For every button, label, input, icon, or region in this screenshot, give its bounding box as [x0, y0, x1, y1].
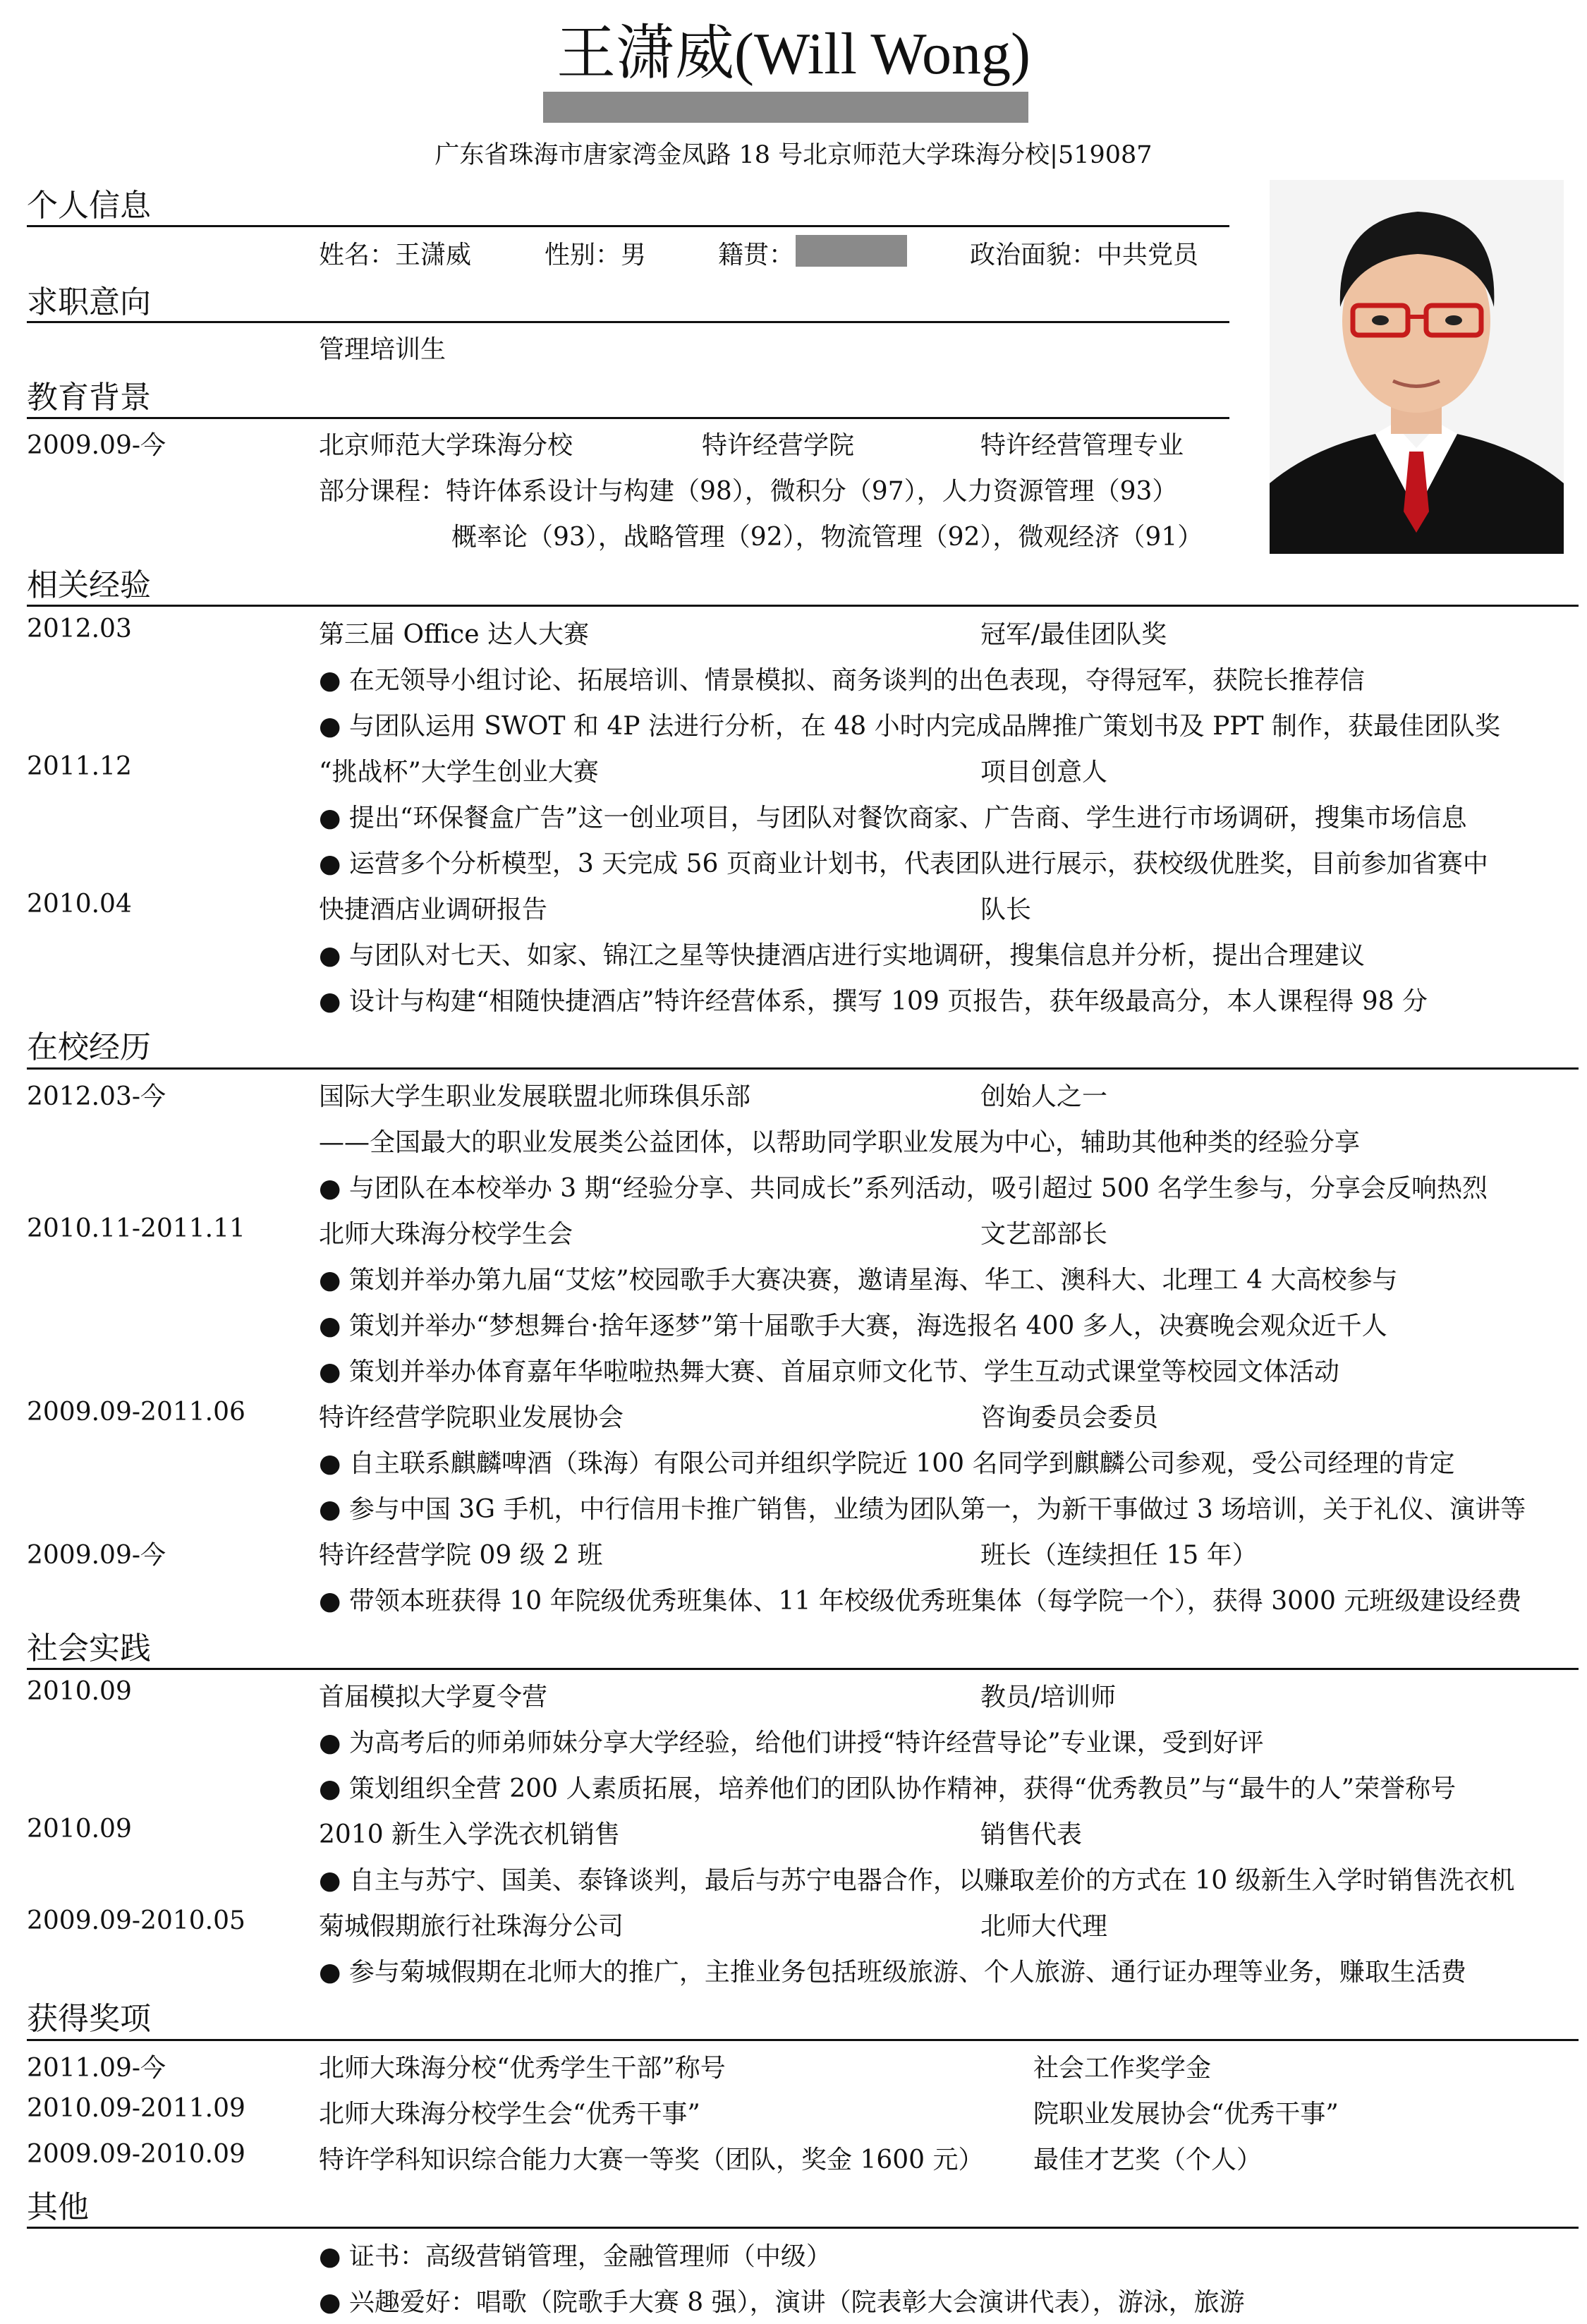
- redacted-contact: [543, 92, 1028, 123]
- section-education: 教育背景: [27, 380, 151, 416]
- divider: [27, 417, 1229, 419]
- exp-bullet: ● 与团队运用 SWOT 和 4P 法进行分析，在 48 小时内完成品牌推广策划书及 PPT 制作，获最佳团队奖: [319, 706, 1500, 742]
- edu-courses: 部分课程：特许体系设计与构建（98），微积分（97），人力资源管理（93）: [319, 477, 1178, 506]
- campus-bullet: ● 带领本班获得 10 年院级优秀班集体、11 年校级优秀班集体（每学院一个），获得 3000 元班级建设经费: [319, 1581, 1521, 1617]
- exp-title: “挑战杯”大学生创业大赛: [319, 758, 599, 787]
- redacted-origin: [796, 235, 907, 267]
- exp-bullet: ● 与团队对七天、如家、锦江之星等快捷酒店进行实地调研，搜集信息并分析，提出合理建议: [319, 936, 1365, 972]
- campus-role: 班长（连续担任 15 年）: [980, 1541, 1258, 1570]
- section-personal: 个人信息: [27, 188, 151, 224]
- practice-title: 首届模拟大学夏令营: [319, 1683, 548, 1712]
- edu-major: 特许经营管理专业: [980, 431, 1184, 460]
- campus-bullet: ● 策划并举办第九届“艾炫”校园歌手大赛决赛，邀请星海、华工、澳科大、北理工 4 大高校参与: [319, 1260, 1397, 1296]
- campus-bullet: ● 策划并举办体育嘉年华啦啦热舞大赛、首届京师文化节、学生互动式课堂等校园文体活动: [319, 1352, 1339, 1388]
- personal-origin: 籍贯：: [718, 241, 795, 270]
- award-item: 最佳才艺奖（个人）: [1033, 2146, 1263, 2174]
- exp-bullet: ● 提出“环保餐盒广告”这一创业项目，与团队对餐饮商家、广告商、学生进行市场调研，搜集市场信息: [319, 798, 1467, 834]
- exp-title: 快捷酒店业调研报告: [319, 895, 548, 924]
- practice-date: 2010.09: [27, 1815, 132, 1844]
- edu-courses: 概率论（93），战略管理（92），物流管理（92），微观经济（91）: [451, 523, 1203, 552]
- campus-role: 文艺部部长: [980, 1220, 1108, 1249]
- award-item: 北师大珠海分校学生会“优秀干事”: [319, 2100, 700, 2129]
- campus-role: 创始人之一: [980, 1082, 1108, 1111]
- intent-position: 管理培训生: [319, 335, 446, 364]
- exp-role: 项目创意人: [980, 758, 1108, 787]
- practice-bullet: ● 自主与苏宁、国美、泰锋谈判，最后与苏宁电器合作，以赚取差价的方式在 10 级新生入学时销售洗衣机: [319, 1860, 1515, 1896]
- section-experience: 相关经验: [27, 567, 151, 603]
- practice-role: 北师大代理: [980, 1912, 1108, 1941]
- campus-bullet: ● 参与中国 3G 手机，中行信用卡推广销售，业绩为团队第一，为新干事做过 3 场培训，关于礼仪、演讲等: [319, 1489, 1526, 1525]
- practice-bullet: ● 参与菊城假期在北师大的推广，主推业务包括班级旅游、个人旅游、通行证办理等业务，赚取生活费: [319, 1952, 1466, 1988]
- exp-date: 2010.04: [27, 890, 132, 919]
- edu-college: 特许经营学院: [702, 431, 855, 460]
- edu-school: 北京师范大学珠海分校: [319, 431, 573, 460]
- campus-date: 2009.09-今: [27, 1541, 166, 1570]
- exp-title: 第三届 Office 达人大赛: [319, 620, 589, 649]
- award-date: 2010.09-2011.09: [27, 2094, 245, 2123]
- campus-bullet: ● 与团队在本校举办 3 期“经验分享、共同成长”系列活动，吸引超过 500 名学生参与，分享会反响热烈: [319, 1168, 1488, 1204]
- other-item: ● 证书：高级营销管理，金融管理师（中级）: [319, 2237, 832, 2272]
- campus-note: ——全国最大的职业发展类公益团体，以帮助同学职业发展为中心，辅助其他种类的经验分享: [319, 1128, 1361, 1157]
- section-intent: 求职意向: [27, 284, 151, 320]
- award-item: 社会工作奖学金: [1033, 2054, 1212, 2083]
- campus-date: 2012.03-今: [27, 1082, 166, 1111]
- campus-title: 特许经营学院职业发展协会: [319, 1403, 624, 1432]
- practice-bullet: ● 策划组织全营 200 人素质拓展，培养他们的团队协作精神，获得“优秀教员”与“最牛的人”荣誉称号: [319, 1769, 1456, 1805]
- exp-role: 冠军/最佳团队奖: [980, 620, 1167, 649]
- campus-date: 2009.09-2011.06: [27, 1398, 245, 1427]
- campus-title: 特许经营学院 09 级 2 班: [319, 1541, 603, 1570]
- practice-date: 2010.09: [27, 1677, 132, 1706]
- other-item: ● 兴趣爱好：唱歌（院歌手大赛 8 强），演讲（院表彰大会演讲代表），游泳，旅游: [319, 2282, 1245, 2318]
- resume-name: 王潇威(Will Wong): [557, 21, 1030, 87]
- personal-name: 姓名：王潇威: [319, 241, 472, 270]
- divider: [27, 321, 1229, 323]
- campus-date: 2010.11-2011.11: [27, 1214, 245, 1243]
- campus-role: 咨询委员会委员: [980, 1403, 1159, 1432]
- campus-bullet: ● 自主联系麒麟啤酒（珠海）有限公司并组织学院近 100 名同学到麒麟公司参观，受公司经理的肯定: [319, 1444, 1454, 1479]
- divider: [27, 225, 1229, 227]
- address: 广东省珠海市唐家湾金凤路 18 号北京师范大学珠海分校|519087: [434, 141, 1153, 169]
- personal-gender: 性别：男: [545, 241, 647, 270]
- practice-title: 2010 新生入学洗衣机销售: [319, 1820, 621, 1849]
- practice-role: 销售代表: [980, 1820, 1083, 1849]
- section-practice: 社会实践: [27, 1630, 151, 1666]
- exp-role: 队长: [980, 895, 1032, 924]
- divider: [27, 1067, 1579, 1070]
- campus-title: 北师大珠海分校学生会: [319, 1220, 573, 1249]
- exp-date: 2012.03: [27, 615, 132, 643]
- divider: [27, 605, 1579, 607]
- profile-photo: [1270, 180, 1564, 554]
- award-date: 2009.09-2010.09: [27, 2140, 245, 2169]
- exp-bullet: ● 设计与构建“相随快捷酒店”特许经营体系，撰写 109 页报告，获年级最高分，本人课程得 98 分: [319, 981, 1428, 1017]
- award-item: 特许学科知识综合能力大赛一等奖（团队，奖金 1600 元）: [319, 2146, 984, 2174]
- campus-bullet: ● 策划并举办“梦想舞台·捨年逐梦”第十届歌手大赛，海选报名 400 多人，决赛晚会观众近千人: [319, 1306, 1387, 1342]
- award-date: 2011.09-今: [27, 2054, 166, 2083]
- award-item: 北师大珠海分校“优秀学生干部”称号: [319, 2054, 726, 2083]
- section-campus: 在校经历: [27, 1029, 151, 1065]
- practice-date: 2009.09-2010.05: [27, 1906, 245, 1935]
- exp-bullet: ● 运营多个分析模型，3 天完成 56 页商业计划书，代表团队进行展示，获校级优胜奖，目前参加省赛中: [319, 844, 1488, 880]
- divider: [27, 2039, 1579, 2041]
- section-other: 其他: [27, 2189, 89, 2225]
- section-awards: 获得奖项: [27, 2001, 151, 2037]
- practice-title: 菊城假期旅行社珠海分公司: [319, 1912, 624, 1941]
- campus-title: 国际大学生职业发展联盟北师珠俱乐部: [319, 1082, 751, 1111]
- exp-bullet: ● 在无领导小组讨论、拓展培训、情景模拟、商务谈判的出色表现，夺得冠军，获院长推荐信: [319, 660, 1365, 696]
- practice-bullet: ● 为高考后的师弟师妹分享大学经验，给他们讲授“特许经营导论”专业课，受到好评: [319, 1723, 1264, 1759]
- edu-date: 2009.09-今: [27, 431, 166, 460]
- practice-role: 教员/培训师: [980, 1683, 1117, 1712]
- divider: [27, 2227, 1579, 2229]
- divider: [27, 1668, 1579, 1670]
- award-item: 院职业发展协会“优秀干事”: [1033, 2100, 1339, 2129]
- personal-politics: 政治面貌：中共党员: [970, 241, 1199, 270]
- exp-date: 2011.12: [27, 752, 132, 781]
